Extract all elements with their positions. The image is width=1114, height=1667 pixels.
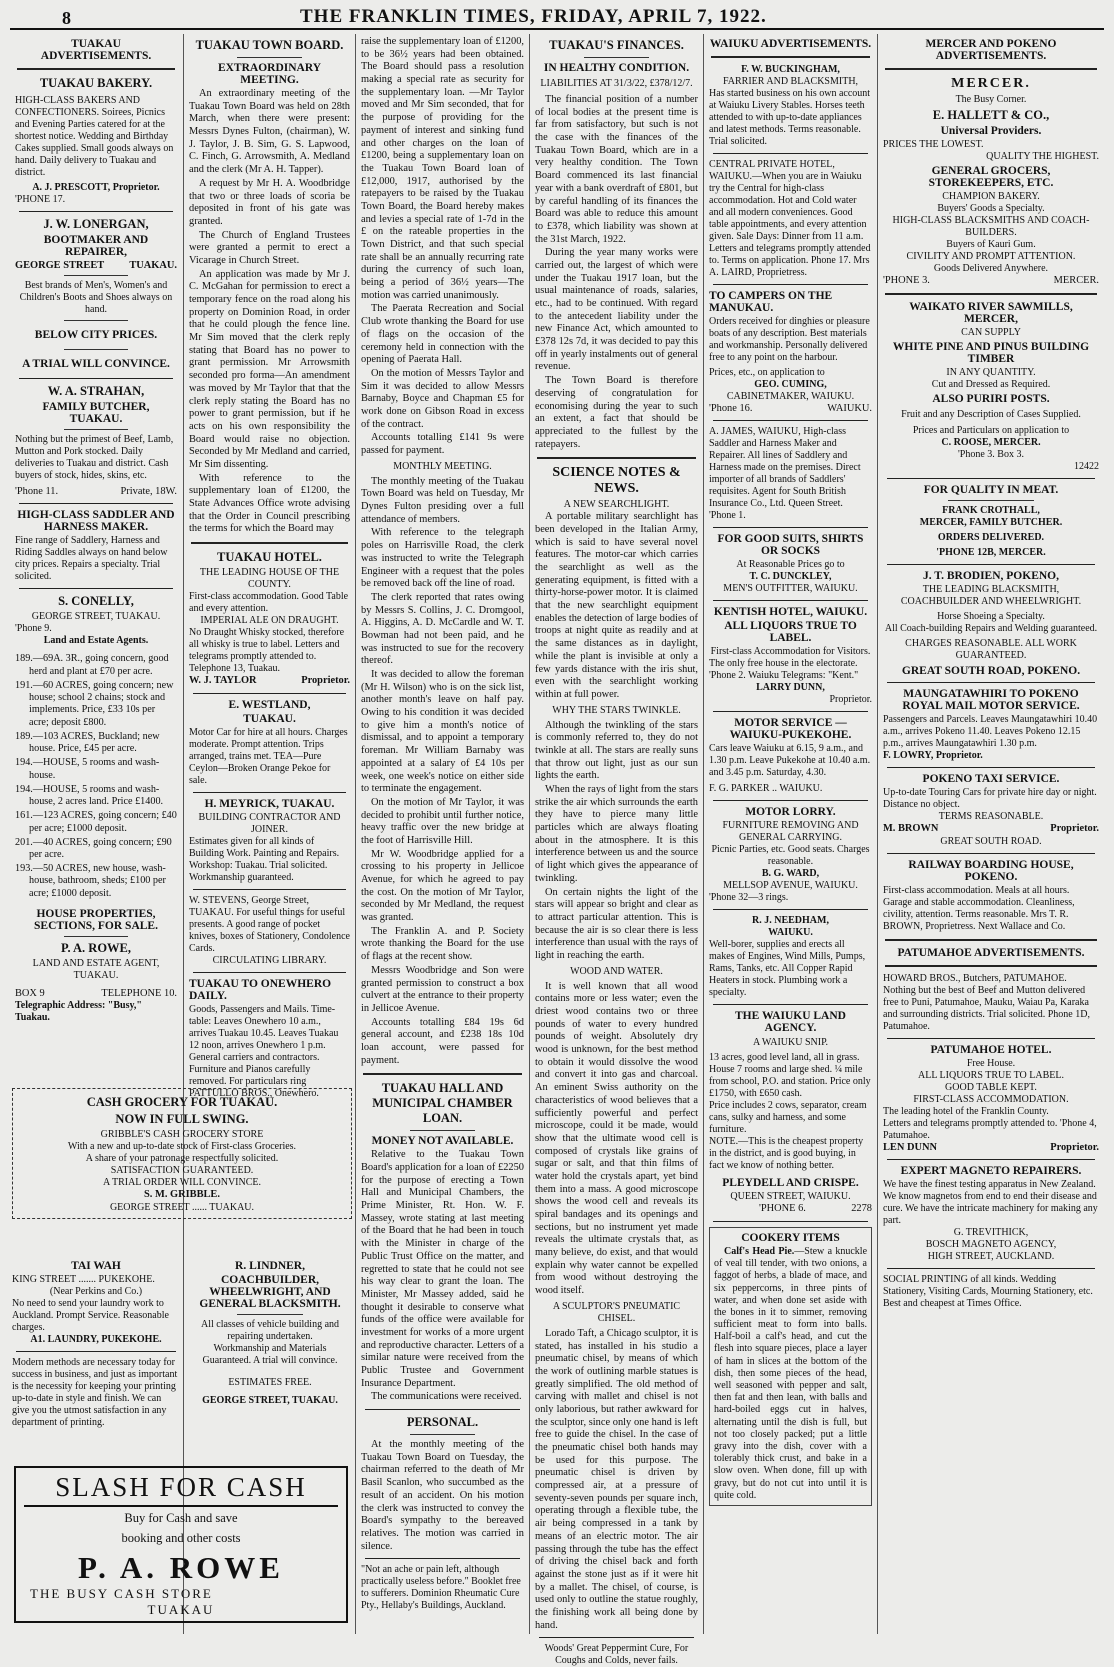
article-paragraph: The financial position of a number of local bodies at the present time is far from satisfactory, but such is not the case with the finances of the Tuakau Town Board, which are in a very healthy condition. The Town Board commenced its last financial year with a bank overdraft of £801, but by careful handling of its finances the Board was able to reduce this amount to £378, which liability was shown at the 31st March, 1922.	[535, 94, 698, 245]
ad-prop: Proprietor.	[301, 675, 350, 687]
ad-subtitle: THE LEADING BLACKSMITH, COACHBUILDER AND WHEELWRIGHT.	[900, 584, 1082, 608]
article-title: PERSONAL.	[406, 1415, 479, 1430]
article-paragraph: It was decided to allow the foreman (Mr H. Wilson) who is on the sick list, another month's leave on half pay. Owing to his condition it was decided to give him a month's notice of dismissal, and to appoint a temporary foreman. Mr William Barnaby was appointed at a salary of £4 10s per week, one week's notice on either side to terminate the engagement.	[361, 669, 524, 795]
ad-line: Buyers' Goods a Specialty.	[937, 203, 1045, 214]
ad-title: S. CONELLY,	[58, 594, 134, 609]
ad-signature: S. M. GRIBBLE.	[144, 1189, 220, 1200]
ad-name: FRANK CROTHALL,	[942, 505, 1040, 517]
ad-line: All Coach-building Repairs and Welding guaranteed.	[884, 623, 1098, 635]
ad-line: TERMS REASONABLE.	[938, 811, 1044, 823]
article-paragraph: Accounts totalling £141 9s were passed for payment.	[361, 432, 524, 456]
ad-title: THE WAIUKU LAND AGENCY.	[735, 1010, 846, 1035]
section-header: WAIUKU ADVERTISEMENTS.	[709, 38, 872, 50]
ad-line: ALL LIQUORS TRUE TO LABEL.	[917, 1069, 1064, 1081]
ad-body: The only free house in the electorate. 'Phone 2. Waiuku Telegrams: "Kent."	[709, 658, 859, 682]
article-title: SCIENCE NOTES & NEWS.	[552, 465, 681, 497]
ad-title: SLASH FOR CASH	[24, 1472, 338, 1507]
ad-body: Estimates given for all kinds of Building Work. Painting and Repairs. Workshop: Tuakau. Trial solicited. Workmanship guaranteed.	[189, 835, 340, 883]
masthead	[10, 6, 1104, 30]
ad-line: Free House.	[966, 1057, 1016, 1069]
ad-body: HIGH-CLASS BAKERS AND CONFECTIONERS. Soirees, Picnics and Evening Parties catered for at the shortest notice. Wedding and Birthday Cakes supplied. Small goods always on hand. Daily delivery to Tuakau and district.	[15, 95, 174, 178]
ad-name: P. A. ROWE	[78, 1550, 284, 1586]
section-header: PATUMAHOE ADVERTISEMENTS.	[897, 946, 1085, 959]
ad-name: J. T. BRODIEN, POKENO,	[923, 570, 1059, 583]
ad-line: Buyers of Kauri Gum.	[946, 239, 1036, 250]
article-subtitle: MONEY NOT AVAILABLE.	[371, 1135, 514, 1148]
cookery-box	[709, 1227, 872, 1506]
article-title: COOKERY ITEMS	[741, 1231, 840, 1244]
ad-body: A. JAMES, WAIUKU, High-class Saddler and Harness Maker and Repairer. All lines of Saddlery and Harness made on the premises. Direct importer of all brands of Saddlers' requisites. Agent for South British Insurance Co., Ltd. Queen Street. 'Phone 1.	[709, 426, 861, 522]
ad-line: (Near Perkins and Co.)	[49, 1286, 143, 1297]
article-title: TUAKAU HALL AND MUNICIPAL CHAMBER LOAN.	[372, 1081, 513, 1126]
ad-title: TUAKAU BAKERY.	[39, 76, 153, 90]
section-header: TUAKAU ADVERTISEMENTS.	[40, 38, 152, 62]
article-paragraph: Lorado Taft, a Chicago sculptor, it is stated, has installed in his studio a pneumatic chisel, by means of which the work of outlining marble statues is greatly simplified. The old method of carving with mallet and chisel is not only laborious, but rather awkward for the sculptor, since only one hand is left free to guide the chisel. In the case of the pneumatic chisel both hands may be used for this purpose. The pneumatic chisel is driven by compressed air, at a pressure of seventy-seven pounds per square inch, operating through a flexible tube, the air being compressed in a tank by means of an electric motor. The air passing through the tube has the effect of driving the chisel back and forth against the stone just as if it were hit by a mallet. The chisel, of course, is used only to outline the statue roughly, the finishing work all being done by hand.	[535, 1327, 698, 1631]
ad-name: GEO. CUMING,	[754, 379, 827, 390]
article-paragraph: When the rays of light from the stars strike the air which surrounds the earth they have to pierce many little particles which are always floating about in the atmosphere. It is this interference between us and the source of light which gives the appearance of twinkling.	[535, 784, 698, 884]
ad-phone: 'Phone 32—3 rings.	[709, 892, 789, 904]
article-paragraph: It is well known that all wood contains more or less water; even the driest wood contains two or three pounds of water to every hundred pounds of weight. Absolutely dry wood is unknown, for the best method to obtain it would dissolve the wood and convert it into gas and charcoal. An eminent Swiss authority on the characteristics of wood believes that a sufficiently powerful and perfect microscope, could it be made, would show that the ultimate wood cell is composed of crystals like grains of sugar or salt, and that thin films of water hold the crystals apart, yet bind them into a mass. A good microscope shows the wood cell and reveals its spiral bandages and its openings and sections, but no instrument yet made reveals the ultimate crystals that, as many believe, do exist, and that would explain why water cannot be expelled from wood without destroying the wood itself.	[535, 980, 698, 1297]
ad-line: At Reasonable Prices go to	[736, 559, 845, 571]
ad-title: MERCER.	[951, 76, 1031, 91]
ad-subtitle: WHITE PINE AND PINUS BUILDING TIMBER	[892, 341, 1090, 366]
ad-phone: 'Phone 3. Box 3.	[958, 449, 1024, 461]
article-paragraph: The clerk reported that rates owing by Messrs S. Collins, J. C. Dromgool, A. Higgins, A. D. McCardle and W. T. Bowman had not been paid, and he was instructed to sue for the recovery thereof.	[361, 591, 524, 667]
ad-line: CIVILITY AND PROMPT ATTENTION.	[906, 251, 1076, 262]
ad-street: GEORGE STREET	[15, 260, 105, 271]
ad-name: G. TREVITHICK,	[953, 1227, 1029, 1239]
ad-phone: 'PHONE 17.	[15, 194, 66, 205]
ad-line: ORDERS DELIVERED.	[937, 532, 1045, 544]
column-tuakau-ads	[10, 36, 182, 1080]
ad-line: GREAT SOUTH ROAD.	[940, 835, 1042, 847]
article-subtitle: EXTRAORDINARY MEETING.	[217, 62, 322, 86]
ad-phone-private: Private, 18W.	[120, 486, 177, 497]
ad-signature: M. BROWN	[883, 823, 939, 835]
lindner-ad	[188, 1258, 352, 1407]
ad-title: TUAKAU HOTEL.	[217, 550, 322, 565]
ad-subtitle: COACHBUILDER, WHEELWRIGHT, AND GENERAL BLACKSMITH.	[199, 1274, 341, 1310]
ad-telegraph: Telegraphic Address: "Busy," Tuakau.	[15, 1000, 142, 1024]
ad-phone: TELEPHONE 10.	[101, 987, 177, 999]
ad-box: BOX 9	[15, 987, 45, 999]
ad-body: Orders received for dinghies or pleasure boats of any description. Best materials and workmanship. Personally delivered free to any point on the harbour.	[709, 316, 870, 363]
ad-signature: A. J. PRESCOTT, Proprietor.	[32, 182, 160, 193]
ad-name: T. C. DUNCKLEY,	[749, 571, 832, 583]
ad-signature: LARRY DUNN,	[756, 682, 825, 694]
ad-line: HOUSE PROPERTIES, SECTIONS, FOR SALE.	[34, 907, 158, 932]
ad-title: HIGH-CLASS SADDLER AND HARNESS MAKER.	[17, 509, 175, 534]
ad-phone: 'PHONE 12B, MERCER.	[936, 547, 1046, 559]
ad-title: P. A. ROWE,	[60, 940, 132, 955]
column-finances-science	[530, 36, 703, 1667]
ad-line: PRICES THE LOWEST.	[883, 139, 984, 150]
ad-address: GEORGE STREET ...... TUAKAU.	[109, 1201, 255, 1213]
ad-subtitle: FAMILY BUTCHER, TUAKAU.	[42, 401, 150, 425]
ad-subtitle: FURNITURE REMOVING AND GENERAL CARRYING.	[722, 820, 859, 844]
ad-name: C. ROOSE, MERCER.	[941, 437, 1041, 449]
column-board-continued	[356, 36, 529, 1632]
ad-phone: 'PHONE 3.	[883, 275, 930, 286]
ad-address: MELLSOP AVENUE, WAIUKU.	[723, 880, 858, 892]
ad-body: Workmanship and Materials Guaranteed. A trial will convince.	[202, 1343, 338, 1366]
ad-title: TUAKAU TO ONEWHERO DAILY.	[189, 977, 332, 1002]
ad-line: ESTIMATES FREE.	[228, 1377, 312, 1388]
listing: 191.—60 ACRES, going concern; new house; school 2 chains; stock and implements. Price, £33 10s per acre; deposit £800.	[15, 679, 174, 728]
ad-line: Cut and Dressed as Required.	[931, 379, 1051, 391]
ad-title: MOTOR LORRY.	[745, 806, 836, 819]
recipe-title: Calf's Head Pie.	[724, 1245, 795, 1257]
ad-line: Goods Delivered Anywhere.	[933, 263, 1049, 274]
ad-subtitle: ALL LIQUORS TRUE TO LABEL.	[724, 620, 857, 645]
ad-line: A share of your patronage respectfully solicited.	[85, 1153, 279, 1164]
ad-line: ALSO PURIRI POSTS.	[932, 393, 1050, 406]
article-title: TUAKAU TOWN BOARD.	[195, 38, 344, 52]
ad-signature: F. G. PARKER .. WAIUKU.	[709, 783, 823, 795]
ad-line: Buy for Cash and save	[124, 1511, 238, 1525]
article-paragraph: At the monthly meeting of the Tuakau Town Board on Tuesday, the chairman referred to the death of Mr Basil Scanlon, who succumbed as the result of an accident. On his motion the clerk was instructed to convey the Board's sympathy to the bereaved relatives. The motion was carried in silence.	[361, 1439, 524, 1552]
ad-prop: Proprietor.	[1050, 823, 1099, 835]
ad-title: F. W. BUCKINGHAM,	[741, 64, 840, 75]
ad-title: MOTOR SERVICE — WAIUKU-PUKEKOHE.	[729, 717, 852, 742]
article-paragraph: Messrs Woodbridge and Son were granted permission to construct a box culvert at the entrance to their property in Jellicoe Avenue.	[361, 964, 524, 1014]
article-paragraph: The monthly meeting of the Tuakau Town Board was held on Tuesday, Mr Dynes Fulton presiding over a full attendance of members.	[361, 475, 524, 525]
ad-body: W. STEVENS, George Street, TUAKAU. For useful things for useful presents. A good range of pocket knives, boxes of Stationery, Condolence Cards.	[189, 894, 350, 954]
ad-subtitle: MERCER, FAMILY BUTCHER.	[919, 517, 1063, 529]
ad-line: GRIBBLE'S CASH GROCERY STORE	[100, 1129, 264, 1140]
ad-line: FIRST-CLASS ACCOMMODATION.	[913, 1093, 1069, 1105]
section-header: MERCER AND POKENO ADVERTISEMENTS.	[925, 38, 1057, 62]
ad-line: GREAT SOUTH ROAD, POKENO.	[901, 665, 1081, 678]
ad-title: TO CAMPERS ON THE MANUKAU.	[709, 290, 833, 314]
ad-line: GENERAL GROCERS, STOREKEEPERS, ETC.	[928, 165, 1054, 189]
ad-line: BELOW CITY PRICES.	[34, 329, 158, 341]
ad-line: CIRCULATING LIBRARY.	[212, 954, 327, 966]
ad-name: E. HALLETT & CO.,	[932, 108, 1050, 122]
listing: 201.—40 ACRES, going concern; £90 per acre.	[15, 836, 172, 860]
ad-body: Price includes 2 cows, separator, cream cans, sulky and harness, and some furniture.	[709, 1100, 867, 1136]
ad-subtitle: BOOTMAKER AND REPAIRER,	[43, 234, 149, 258]
ad-title: FOR GOOD SUITS, SHIRTS OR SOCKS	[717, 533, 864, 558]
listing: 189.—69A. 3R., going concern, good herd and plant at £70 per acre.	[15, 653, 169, 677]
ad-street: KING STREET ....... PUKEKOHE.	[12, 1274, 155, 1285]
ad-subtitle: BUILDING CONTRACTOR AND JOINER.	[198, 811, 341, 835]
ad-subtitle: The Busy Corner.	[955, 94, 1027, 105]
slash-for-cash-ad	[14, 1460, 348, 1623]
ad-phone: 'Phone 16.	[709, 403, 753, 414]
ad-body: No Draught Whisky stocked, therefore all whisky is true to label. Letters and telegrams promptly attended to. Telephone 13, Tuakau.	[189, 627, 345, 675]
article-paragraph: With reference to the supplementary loan of £1200, the State Advances Office wrote advising that the Order in Council prescribing the terms for which the Board may	[189, 472, 350, 535]
listing: 194.—HOUSE, 5 rooms and wash-house, 2 acres land. Price £1400.	[15, 783, 164, 808]
ad-body: Fine range of Saddlery, Harness and Riding Saddles always on hand below city prices. Repairs a specialty. Trial solicited.	[15, 535, 168, 583]
ad-signature: F. LOWRY, Proprietor.	[883, 750, 983, 762]
article-paragraph: The Paerata Recreation and Social Club wrote thanking the Board for use of flags on the occasion of the ceremony held in connection with the opening of Paerata Hall.	[361, 303, 524, 366]
ad-body: Woods' Great Peppermint Cure, For Coughs and Colds, never fails.	[544, 1643, 689, 1667]
ad-body: Has started business on his own account at Waiuku Livery Stables. Horses teeth attended to with up-to-date appliances and latest methods. Terms reasonable. Trial solicited.	[709, 88, 871, 147]
ad-name: R. J. NEEDHAM,	[752, 915, 829, 927]
ad-prop: Proprietor.	[829, 694, 872, 706]
ad-body: Up-to-date Touring Cars for private hire day or night. Distance no object.	[883, 787, 1097, 811]
ad-title: MAUNGATAWHIRI TO POKENO ROYAL MAIL MOTOR SERVICE.	[902, 688, 1080, 713]
ad-line: Prices and Particulars on application to	[912, 425, 1070, 437]
ad-subtitle: FARRIER AND BLACKSMITH,	[722, 76, 859, 87]
ad-title: J. W. LONERGAN,	[43, 217, 149, 231]
ad-name: B. G. WARD,	[761, 868, 820, 880]
ad-line: Horse Shoeing a Specialty.	[937, 611, 1045, 623]
ad-body: Modern methods are necessary today for success in business, and just as important is the necessity for keeping your printing up-to-date in style and finish. We can give you the utmost satisfaction in any department of printing.	[12, 1357, 178, 1428]
ad-line: A TRIAL WILL CONVINCE.	[22, 358, 170, 370]
ad-line: IMPERIAL ALE ON DRAUGHT.	[200, 615, 339, 627]
ad-body: First-class accommodation. Good Table and every attention.	[189, 591, 349, 615]
ad-subtitle: CABINETMAKER, WAIUKU.	[726, 391, 855, 402]
ad-subtitle: Universal Providers.	[940, 125, 1042, 137]
page-number: 8	[62, 8, 71, 28]
article-subtitle: A NEW SEARCHLIGHT.	[563, 499, 670, 511]
ad-line: CAN SUPPLY	[961, 327, 1021, 339]
ad-body: CENTRAL PRIVATE HOTEL, WAIUKU.—When you are in Waiuku try the Central for high-class accommodation. Hot and Cold water and all modern conveniences. Good table appointments, and every attention given. Sale Days: Dinner from 11 a.m. Letters and telegrams promptly attended to. Terms on application. Phone 17. Mrs A. LAIRD, Proprietress.	[709, 159, 871, 278]
article-subtitle: MONTHLY MEETING.	[393, 460, 492, 472]
ad-body: Best brands of Men's, Women's and Children's Boots and Shoes always on hand.	[19, 280, 173, 315]
article-title: TUAKAU'S FINANCES.	[549, 38, 684, 52]
ad-town: MERCER.	[1053, 275, 1099, 286]
listing: 161.—123 ACRES, going concern; £40 per acre; £1000 deposit.	[15, 810, 177, 834]
ad-body: Goods, Passengers and Mails. Time-table: Leaves Onewhero 10 a.m., arrives Tuakau 10.45. Leaves Tuakau 12 noon, arrives Onewhero 1 p.m. General carriers and contractors. Furniture and Pianos carefully removed. For particulars ring PATTULLO BROS., Onewhero.	[189, 1003, 339, 1099]
article-paragraph: The communications were received.	[371, 1391, 522, 1403]
ad-line: IN ANY QUANTITY.	[946, 367, 1036, 379]
article-paragraph: With reference to the telegraph poles on Harrisville Road, the clerk was instructed to write the Telegraph Engineer with a request that the poles be removed back off the line of road.	[361, 527, 524, 590]
ad-line: CHARGES REASONABLE. ALL WORK GUARANTEED.	[905, 638, 1077, 662]
column-mercer-pokeno-ads	[878, 36, 1104, 1632]
article-paragraph: The Church of England Trustees were granted a permit to erect a Vicarage in Church Street.	[189, 229, 350, 266]
article-paragraph: Relative to the Tuakau Town Board's application for a loan of £2250 for the purpose of erecting a Town Hall and Municipal Chambers, the Prime Minister, Rt. Hon. W. F. Massey, wrote stating at last meeting of the Board that he had been in touch with the Minister in charge of the Public Trust Office on the matter, and regretted to state that he could not see his way clear to grant the loan. The Minister, Mr Massey added, said he thought it desirable to conserve what funds of the office were available for investment for works of a more urgent and reproductive character. Letters of a similar nature were received from the Public Trustee and Government Insurance Department.	[361, 1149, 524, 1389]
ad-phone: 'PHONE 6.	[759, 1203, 806, 1215]
listing: 193.—50 ACRES, new house, wash-house, bathroom, sheds; £100 per acre; £1000 deposit.	[15, 863, 166, 899]
ad-line: CHAMPION BAKERY.	[942, 191, 1040, 202]
ad-street: GEORGE STREET, TUAKAU.	[31, 611, 161, 623]
ad-line: QUALITY THE HIGHEST.	[986, 151, 1099, 162]
ad-title: CASH GROCERY FOR TUAKAU.	[86, 1095, 278, 1109]
ad-title: KENTISH HOTEL, WAIUKU.	[713, 606, 868, 619]
ad-body: No need to send your laundry work to Auckland. Prompt Service. Reasonable charges.	[12, 1298, 169, 1333]
ad-address: HIGH STREET, AUCKLAND.	[927, 1251, 1055, 1263]
article-paragraph: Although the twinkling of the stars is commonly referred to, they do not twinkle at all. The stars are really suns that throw out light, just as our sun lights the earth.	[535, 719, 698, 782]
ad-line: With a new and up-to-date stock of First-class Groceries.	[67, 1141, 297, 1152]
ad-line: HIGH-CLASS BLACKSMITHS AND COACH-BUILDERS.	[892, 215, 1090, 238]
ad-body: "Not an ache or pain left, although practically useless before." Booklet free to sufferers. Dominion Rheumatic Cure Pty., Hellaby's Buildings, Auckland.	[361, 1564, 521, 1612]
tai-wah-ad	[12, 1258, 180, 1429]
ad-body: 13 acres, good level land, all in grass. House 7 rooms and large shed. ¼ mile from school, P.O. and station. Price only £1750, with £650 cash.	[709, 1052, 871, 1100]
ad-code: 12422	[1074, 461, 1099, 473]
ad-line: BOSCH MAGNETO AGENCY,	[925, 1239, 1057, 1251]
ad-title: RAILWAY BOARDING HOUSE, POKENO.	[908, 858, 1074, 883]
ad-body: Passengers and Parcels. Leaves Maungatawhiri 10.40 a.m., arrives Pokeno 11.40. Leaves Pokeno 12.15 p.m., arrives Maungatawhiri 1.30 p.m.	[883, 714, 1098, 750]
ad-town: WAIUKU.	[827, 403, 872, 414]
ad-body: Cars leave Waiuku at 6.15, 9 a.m., and 1.30 p.m. Leave Pukekohe at 10.40 a.m. and 3.45 p.m. Saturday, 4.30.	[709, 743, 871, 779]
article-paragraph: A portable military searchlight has been developed in the Italian Army, which is said to have several novel features. The motor-car which carries the searchlight as well as the generating equipment, is fitted with a thirty-horse-power motor. It is claimed that the new searchlight equipment enables the detection of large bodies of troops at night quite as readily and at the same distances as in daylight, while the plant is invisible at only a few yards distance with the iris shut, even with the searchlight working within at full power.	[535, 511, 698, 700]
ad-phone: 'Phone 11.	[15, 486, 59, 497]
ad-title: POKENO TAXI SERVICE.	[922, 773, 1060, 786]
ad-line: First-class Accommodation for Visitors.	[710, 646, 871, 658]
article-paragraph: During the year many works were carried out, the largest of which were under the Tuakau 1917 loan, but the usual maintenance of roads, salaries, etc., had to be continued. With regard to the antecedent liability under the new Finance Act, which amounted to £378 12s 7d, it was decided to pay this off in yearly instalments out of general revenue.	[535, 247, 698, 373]
ad-title: WAIKATO RIVER SAWMILLS, MERCER,	[909, 301, 1073, 326]
article-paragraph: The Town Board is therefore deserving of congratulation for economising during the year to such an extent, a fact that should be appreciated to the fullest by the ratepayers.	[535, 375, 698, 450]
ad-body: Nothing but the primest of Beef, Lamb, Mutton and Pork stocked. Daily deliveries to Tuakau and district. Cash buyers of stock, hides, skins, etc.	[15, 434, 174, 481]
ad-town: WAIUKU.	[768, 927, 813, 939]
ad-line: GOOD TABLE KEPT.	[945, 1081, 1037, 1093]
article-paragraph: Accounts totalling £84 19s 6d general account, and £238 18s 10d loan account, were passed for payment.	[361, 1016, 524, 1066]
article-paragraph: On certain nights the light of the stars will appear so bright and clear as to attract particular attention. This is because the air is so clear there is less interference than usual with the rays of light in reaching the earth.	[535, 886, 698, 961]
article-paragraph: An extraordinary meeting of the Tuakau Town Board was held on 28th March, when there were present: Messrs Dynes Fulton, (chairman), W. J. Taylor, J. B. Sim, G. S. Lapwood, C. Finch, G. Arrowsmith, A. Medland and the clerk (Mr A. H. Tapper).	[189, 88, 350, 176]
ad-phone: 'Phone 9.	[15, 623, 52, 635]
ad-title: R. LINDNER,	[235, 1260, 305, 1272]
ad-town: TUAKAU	[147, 1601, 215, 1617]
ad-signature: A1. LAUNDRY, PUKEKOHE.	[30, 1334, 162, 1345]
column-waiuku-ads	[704, 36, 877, 1632]
ad-signature: LEN DUNN	[883, 1141, 937, 1153]
ad-title: E. WESTLAND,	[228, 698, 311, 711]
article-subtitle: IN HEALTHY CONDITION.	[543, 62, 690, 74]
article-paragraph: raise the supplementary loan of £1200, to be 36½ years had been obtained. The Board should pass a resolution making a special rate as security for the supplementary loan. —Mr Taylor moved and Mr Sim seconded, that for the purpose of providing for the payment of interest and sinking fund and other charges on the loan of £1200, being a supplementary loan on the Tuakau Town Board loan of £12,000, 1917, authorised by the ratepayers to be raised by the Tuakau Town Board, the Board hereby makes and levies a special rate of 1-7d in the £ on the rateable properties in the Town District, and that such special rate shall be an annually recurring rate during the currency of such loan, being a period of 36½ years—The motion was carried unanimously.	[361, 36, 524, 301]
ad-title: PATUMAHOE HOTEL.	[930, 1043, 1052, 1056]
recipe-body: —Stew a knuckle of veal till tender, with two onions, a faggot of herbs, a blade of mace, and six peppercorns, in three pints of water, and when done set aside with the bones in it to simmer, removing sufficient meat to form into balls. Half-boil a calf's head, and cut the flesh into square pieces, place a layer of ham in slices at the bottom of the dish, then some pieces of the head, well seasoned with pepper and salt, then fat and then lean, with balls and hard-boiled eggs cut in halves, alternating until the dish is full, but not too closely packed; put a little gravy into the dish, cover with a tolerably thick crust, and bake in a slow oven. When done, fill up with gravy, but do not cut into until it is quite cold.	[714, 1245, 868, 1501]
article-paragraph: On the motion of Mr Taylor, it was decided to prohibit until further notice, heavy traffic over the new bridge at the foot of Harrisville Hill.	[361, 796, 524, 846]
ad-street: QUEEN STREET, WAIUKU.	[730, 1191, 851, 1203]
article-subtitle: A SCULPTOR'S PNEUMATIC CHISEL.	[552, 1300, 681, 1324]
ad-subtitle: MEN'S OUTFITTER, WAIUKU.	[723, 583, 858, 595]
article-subtitle: WOOD AND WATER.	[570, 965, 663, 977]
ad-code: 2278	[851, 1203, 872, 1215]
ad-title: H. MEYRICK, TUAKAU.	[204, 797, 335, 810]
ad-body: Motor Car for hire at all hours. Charges moderate. Prompt attention. Trips arranged, trains met. TEA—Pure Ceylon—Broken Orange Pekoe for sale.	[189, 726, 348, 786]
ad-subtitle: Land and Estate Agents.	[43, 635, 149, 647]
ad-line: Letters and telegrams promptly attended to. 'Phone 4, Patumahoe.	[883, 1117, 1097, 1141]
ad-line: A TRIAL ORDER WILL CONVINCE.	[102, 1177, 262, 1188]
ad-subtitle: LAND AND ESTATE AGENT, TUAKAU.	[32, 957, 160, 981]
ad-body: HOWARD BROS., Butchers, PATUMAHOE. Nothing but the best of Beef and Mutton delivered free to Puni, Patumahoe, Mauku, Waiau Pa, Karaka and surrounding districts. Trial solicited. Phone 1D, Patumahoe.	[883, 972, 1090, 1032]
ad-body: First-class accommodation. Meals at all hours. Garage and stable accommodation. Cleanliness, civility, attention. Terms reasonable. Mrs T. R. BROWN, Proprietress. Next Wallace and Co.	[883, 884, 1075, 932]
article-paragraph: On the motion of Messrs Taylor and Sim it was decided to allow Messrs Barnaby, Boyce and Chapman £5 for work done on Gibson Road in excess of the contract.	[361, 367, 524, 430]
cash-grocery-ad	[12, 1082, 352, 1225]
ad-body: Well-borer, supplies and erects all makes of Engines, Wind Mills, Pumps, Rams, Tanks, etc. All Copper Rapid Heaters in stock. Plumbing work a specialty.	[709, 939, 866, 999]
column-town-board	[184, 36, 355, 1099]
ad-line: SATISFACTION GUARANTEED.	[110, 1165, 254, 1176]
ad-subtitle: NOW IN FULL SWING.	[115, 1112, 249, 1126]
ad-body: NOTE.—This is the cheapest property in the district, and is good buying, in fact we know of nothing better.	[709, 1136, 864, 1172]
ad-line: Prices, etc., on application to	[709, 367, 825, 378]
article-paragraph: A request by Mr H. A. Woodbridge that two or three loads of scoria be deposited in front of his gate was granted.	[189, 177, 350, 227]
ad-signature: W. J. TAYLOR	[189, 675, 257, 687]
ad-title: FOR QUALITY IN MEAT.	[923, 484, 1059, 497]
ad-subtitle: THE LEADING HOUSE OF THE COUNTY.	[199, 567, 340, 591]
ad-street: GEORGE STREET, TUAKAU.	[202, 1395, 338, 1406]
ad-body: All classes of vehicle building and repairing undertaken.	[200, 1319, 340, 1342]
ad-body: SOCIAL PRINTING of all kinds. Wedding Stationery, Visiting Cards, Mourning Stationery, etc. Best and cheapest at Times Office.	[883, 1274, 1093, 1310]
ad-title: EXPERT MAGNETO REPAIRERS.	[900, 1165, 1082, 1178]
listing: 189.—103 ACRES, Buckland; new house. Price, £45 per acre.	[15, 730, 160, 755]
ad-subtitle: A WAIUKU SNIP.	[752, 1037, 829, 1049]
ad-line: The leading hotel of the Franklin County.	[883, 1105, 1049, 1117]
ad-town: TUAKAU.	[243, 712, 296, 725]
article-paragraph: Mr W. Woodbridge applied for a crossing to his property in Jellicoe Avenue, for which he agreed to pay the cost. On the motion of Mr Taylor, seconded by Mr Medland, the request was granted.	[361, 848, 524, 924]
newspaper-title: THE FRANKLIN TIMES, FRIDAY, APRIL 7, 1922.	[300, 6, 767, 27]
ad-title: W. A. STRAHAN,	[47, 384, 145, 398]
ad-town: TUAKAU.	[129, 260, 177, 271]
ad-title: TAI WAH	[71, 1260, 121, 1272]
ad-line: THE BUSY CASH STORE	[30, 1586, 213, 1602]
article-paragraph: An application was made by Mr J. C. McGahan for permission to erect a temporary fence on the road along his property on Dominion Road, in order that he could plough the fence line. Mr Sim moved that the clerk reply stating that Board has no power to grant permission. Mr Arrowsmith seconded pro forma—An amendment was moved by Mr Taylor that that the clerk reply stating the Board has no power to grant permission, but if he acts on his own responsibility the Board would raise no objection. Seconded by Mr Medland and carried, Mr Sim dissenting.	[189, 268, 350, 470]
listing: 194.—HOUSE, 5 rooms and wash-house.	[15, 757, 160, 781]
article-paragraph: The Franklin A. and P. Society wrote thanking the Board for the use of flags at the recent show.	[361, 925, 524, 963]
ad-name: PLEYDELL AND CRISPE.	[722, 1177, 859, 1190]
ad-line: booking and other costs	[121, 1530, 241, 1545]
ad-prop: Proprietor.	[1050, 1141, 1099, 1153]
article-subtitle: WHY THE STARS TWINKLE.	[552, 704, 681, 716]
ad-line: Fruit and any Description of Cases Supplied.	[901, 409, 1081, 421]
ad-body: We have the finest testing apparatus in New Zealand. We know magnetos from end to end their disease and cure. We have the intricate machinery for making any part.	[883, 1179, 1098, 1227]
ad-body: Picnic Parties, etc. Good seats. Charges reasonable.	[711, 844, 870, 868]
article-line: LIABILITIES AT 31/3/22, £378/12/7.	[540, 78, 693, 89]
